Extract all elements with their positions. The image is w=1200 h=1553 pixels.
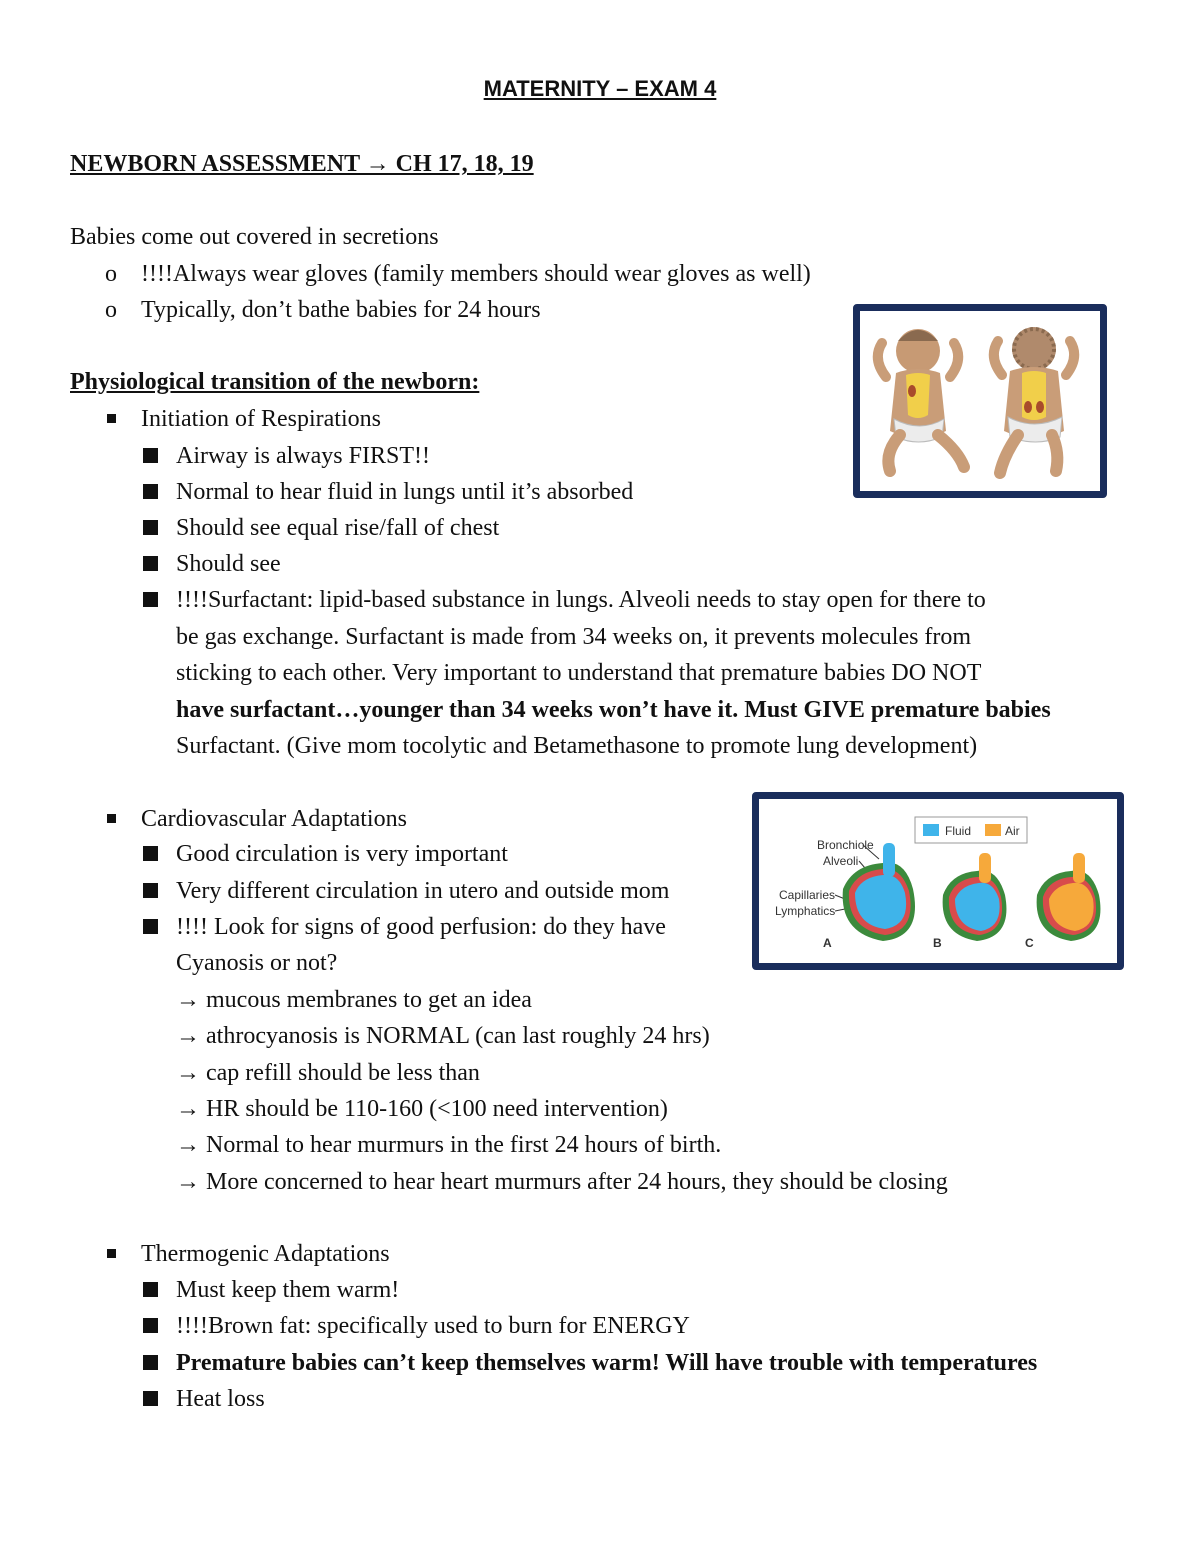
square-bullet-icon (143, 520, 161, 538)
cardio-perfusion-cont: Cyanosis or not? (176, 950, 338, 976)
cardio-item: Good circulation is very important (176, 841, 508, 867)
arrow-right-icon: → (176, 987, 206, 1013)
thermo-title: Thermogenic Adaptations (141, 1241, 390, 1267)
panel-c-label: C (1025, 936, 1034, 950)
resp-item: Should see (176, 551, 281, 577)
lymphatics-label: Lymphatics (775, 904, 836, 918)
square-bullet-icon (143, 1355, 161, 1373)
square-bullet-icon (143, 846, 161, 864)
baby-back-icon (994, 327, 1074, 473)
thermo-item: Must keep them warm! (176, 1277, 400, 1303)
arrow-item: → Normal to hear murmurs in the first 24 hours of birth. (176, 1132, 722, 1158)
alveolus-c-icon (1037, 853, 1101, 941)
bronchiole-label: Bronchiole (817, 838, 874, 852)
resp-item: Airway is always FIRST!! (176, 443, 430, 469)
resp-item: Normal to hear fluid in lungs until it’s absorbed (176, 479, 634, 505)
section-heading-transition: Physiological transition of the newborn: (70, 369, 480, 395)
square-bullet-icon (107, 1249, 117, 1259)
doc-title: MATERNITY – EXAM 4 (483, 76, 717, 101)
alveoli-figure (752, 792, 1124, 970)
cardio-title: Cardiovascular Adaptations (141, 806, 407, 832)
surfactant-line: Surfactant. (Give mom tocolytic and Betamethasone to promote lung development) (176, 733, 978, 759)
thermo-item: !!!!Brown fat: specifically used to burn for ENERGY (176, 1313, 690, 1339)
circle-bullet-icon: o (105, 297, 117, 323)
alveoli-diagram (759, 799, 1117, 963)
square-bullet-icon (143, 1391, 161, 1409)
legend-air-label: Air (1005, 824, 1020, 838)
panel-b-label: B (933, 936, 942, 950)
cardio-item: !!!! Look for signs of good perfusion: do they have (176, 914, 666, 940)
panel-a-label: A (823, 936, 832, 950)
arrow-right-icon: → (176, 1060, 206, 1086)
arrow-right-icon: → (176, 1023, 206, 1049)
arrow-right-icon: → (176, 1132, 206, 1158)
square-bullet-icon (143, 883, 161, 901)
intro-text: Babies come out covered in secretions (70, 224, 439, 250)
intro-point-bathe: Typically, don’t bathe babies for 24 hours (141, 297, 541, 323)
square-bullet-icon (143, 484, 161, 502)
circle-bullet-icon: o (105, 261, 117, 287)
respirations-title: Initiation of Respirations (141, 406, 381, 432)
arrow-item: → cap refill should be less than (176, 1060, 480, 1086)
thermo-item: Premature babies can’t keep themselves warm! Will have trouble with temperatures (176, 1350, 1038, 1376)
square-bullet-icon (143, 592, 161, 610)
surfactant-line: sticking to each other. Very important to understand that premature babies DO NOT (176, 660, 982, 686)
legend-fluid-label: Fluid (945, 824, 972, 838)
alveolus-b-icon (943, 853, 1007, 941)
square-bullet-icon (143, 1318, 161, 1336)
resp-item-surfactant: !!!!Surfactant: lipid-based substance in lungs. Alveoli needs to stay open for there to (176, 587, 986, 613)
resp-item: Should see equal rise/fall of chest (176, 515, 500, 541)
cardio-item: Very different circulation in utero and outside mom (176, 878, 670, 904)
surfactant-line: have surfactant…younger than 34 weeks won’t have it. Must GIVE premature babies (176, 697, 1051, 723)
intro-point-gloves: !!!!Always wear gloves (family members should wear gloves as well) (141, 261, 811, 287)
arrow-right-icon: → (176, 1096, 206, 1122)
square-bullet-icon (107, 414, 117, 424)
square-bullet-icon (143, 556, 161, 574)
square-bullet-icon (143, 448, 161, 466)
arrow-item: → athrocyanosis is NORMAL (can last roughly 24 hrs) (176, 1023, 710, 1049)
capillaries-label: Capillaries (779, 888, 836, 902)
baby-front-icon (878, 329, 964, 471)
square-bullet-icon (143, 919, 161, 937)
section-heading-newborn: NEWBORN ASSESSMENT → CH 17, 18, 19 (70, 151, 534, 177)
thermo-item: Heat loss (176, 1386, 265, 1412)
newborn-illustration (860, 311, 1100, 491)
arrow-item: → HR should be 110-160 (<100 need intervention) (176, 1096, 668, 1122)
surfactant-line: be gas exchange. Surfactant is made from 34 weeks on, it prevents molecules from (176, 624, 972, 650)
newborn-figure (853, 304, 1107, 498)
square-bullet-icon (143, 1282, 161, 1300)
square-bullet-icon (107, 814, 117, 824)
alveoli-label: Alveoli (823, 854, 859, 868)
arrow-item: → More concerned to hear heart murmurs after 24 hours, they should be closing (176, 1169, 948, 1195)
arrow-item: → mucous membranes to get an idea (176, 987, 532, 1013)
arrow-right-icon: → (176, 1169, 206, 1195)
